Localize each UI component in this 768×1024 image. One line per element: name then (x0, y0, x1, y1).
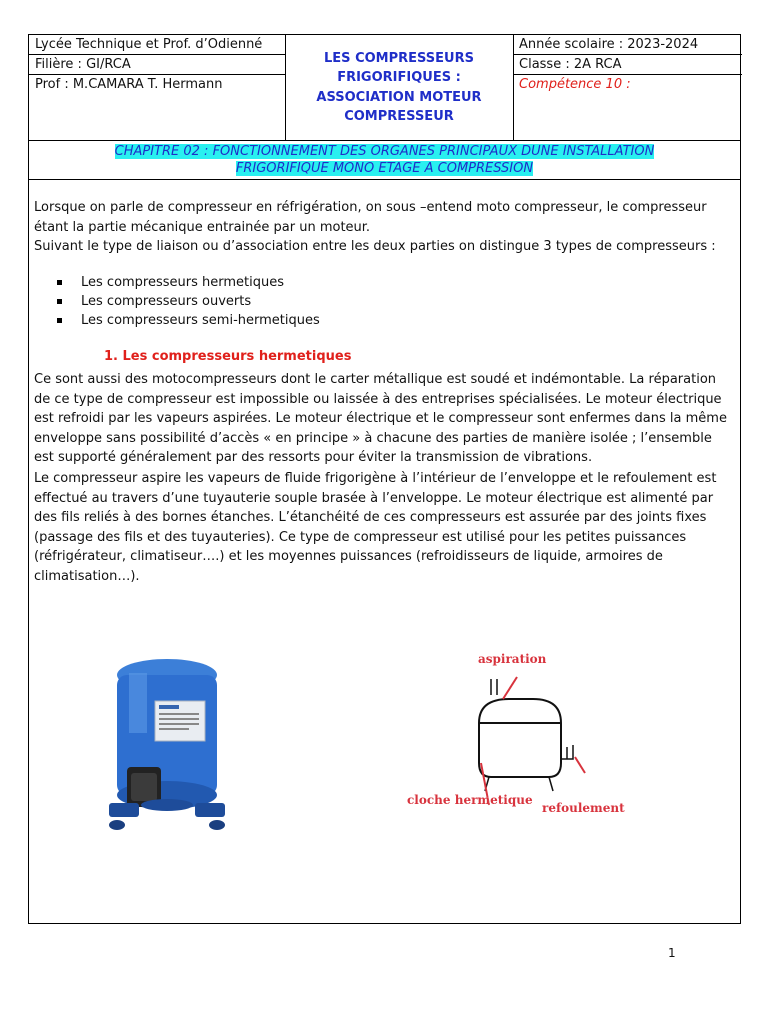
divider (29, 74, 285, 75)
bullet-icon (57, 280, 62, 285)
bullet-icon (57, 318, 62, 323)
chapter-title (29, 140, 740, 180)
header-table (29, 35, 740, 141)
list-item (54, 292, 320, 311)
divider (513, 74, 742, 75)
chapter-line-2: FRIGORIFIQUE MONO ETAGE A COMPRESSION (235, 161, 534, 176)
section-paragraph: Ce sont aussi des motocompresseurs dont le carter métallique est soudé et indémontable. La réparation de ce type de compresseur est impossible ou laissée à des entreprises spécialisées. Le moteur électrique est refroidi par les vapeurs aspirées. Le moteur électrique et le compresseur sont enfermes dans la même enveloppe sans possibilité d’accès « en principe » à chacune des parties de manière isolée ; l’ensemble est supporté généralement par des ressorts pour éviter la transmission de vibrations. (34, 372, 727, 465)
title-line: COMPRESSEUR (344, 109, 454, 124)
intro-paragraph: Suivant le type de liaison ou d’association entre les deux parties on distingue 3 types de compresseurs : (34, 239, 716, 254)
school-year: Année scolaire : 2023-2024 (519, 37, 699, 52)
bullet-icon (57, 299, 62, 304)
title-line: LES COMPRESSEURS (324, 50, 474, 66)
divider (29, 54, 285, 55)
hermetic-compressor-photo (107, 655, 227, 835)
intro-paragraph: Lorsque on parle de compresseur en réfrigération, on sous –entend moto compresseur, le compresseur étant la partie mécanique entrainée par un moteur. (34, 200, 707, 235)
competence: Compétence 10 : (519, 77, 631, 92)
cloche-label: cloche hermetique (407, 793, 533, 807)
aspiration-label: aspiration (478, 652, 547, 666)
compressor-types-list (54, 273, 320, 330)
document-title (285, 35, 513, 140)
list-item (54, 273, 320, 292)
filiere: Filière : GI/RCA (35, 57, 131, 72)
divider (513, 54, 742, 55)
section-heading: 1. Les compresseurs hermetiques (104, 349, 352, 364)
title-line: ASSOCIATION MOTEUR (316, 89, 482, 105)
teacher: Prof : M.CAMARA T. Hermann (35, 77, 223, 92)
page-number: 1 (668, 946, 676, 960)
chapter-line-1: CHAPITRE 02 : FONCTIONNEMENT DES ORGANES PRINCIPAUX DUNE INSTALLATION (114, 144, 655, 159)
list-item-text: Les compresseurs hermetiques (81, 275, 285, 290)
hermetic-compressor-diagram (449, 655, 649, 815)
school-name: Lycée Technique et Prof. d’Odienné (35, 37, 263, 52)
section-paragraph: Le compresseur aspire les vapeurs de fluide frigorigène à l’intérieur de l’enveloppe et le refoulement est effectué au travers d’une tuyauterie souple brasée à l’enveloppe. Le moteur électrique est alimenté par des fils reliés à des bornes étanches. L’étanchéité de ces compresseurs est assurée par des joints fixes (passage des fils et des tuyauteries). Ce type de compresseur est utilisé pour les petites puissances (réfrigérateur, climatiseur….) et les moyennes puissances (refroidisseurs de liquide, armoires de climatisation…). (34, 471, 717, 584)
class: Classe : 2A RCA (519, 57, 622, 72)
list-item-text: Les compresseurs ouverts (81, 294, 252, 309)
list-item (54, 311, 320, 330)
list-item-text: Les compresseurs semi-hermetiques (81, 313, 320, 328)
title-line: FRIGORIFIQUES : (337, 70, 461, 85)
document-frame (28, 34, 741, 924)
refoulement-label: refoulement (542, 801, 625, 815)
